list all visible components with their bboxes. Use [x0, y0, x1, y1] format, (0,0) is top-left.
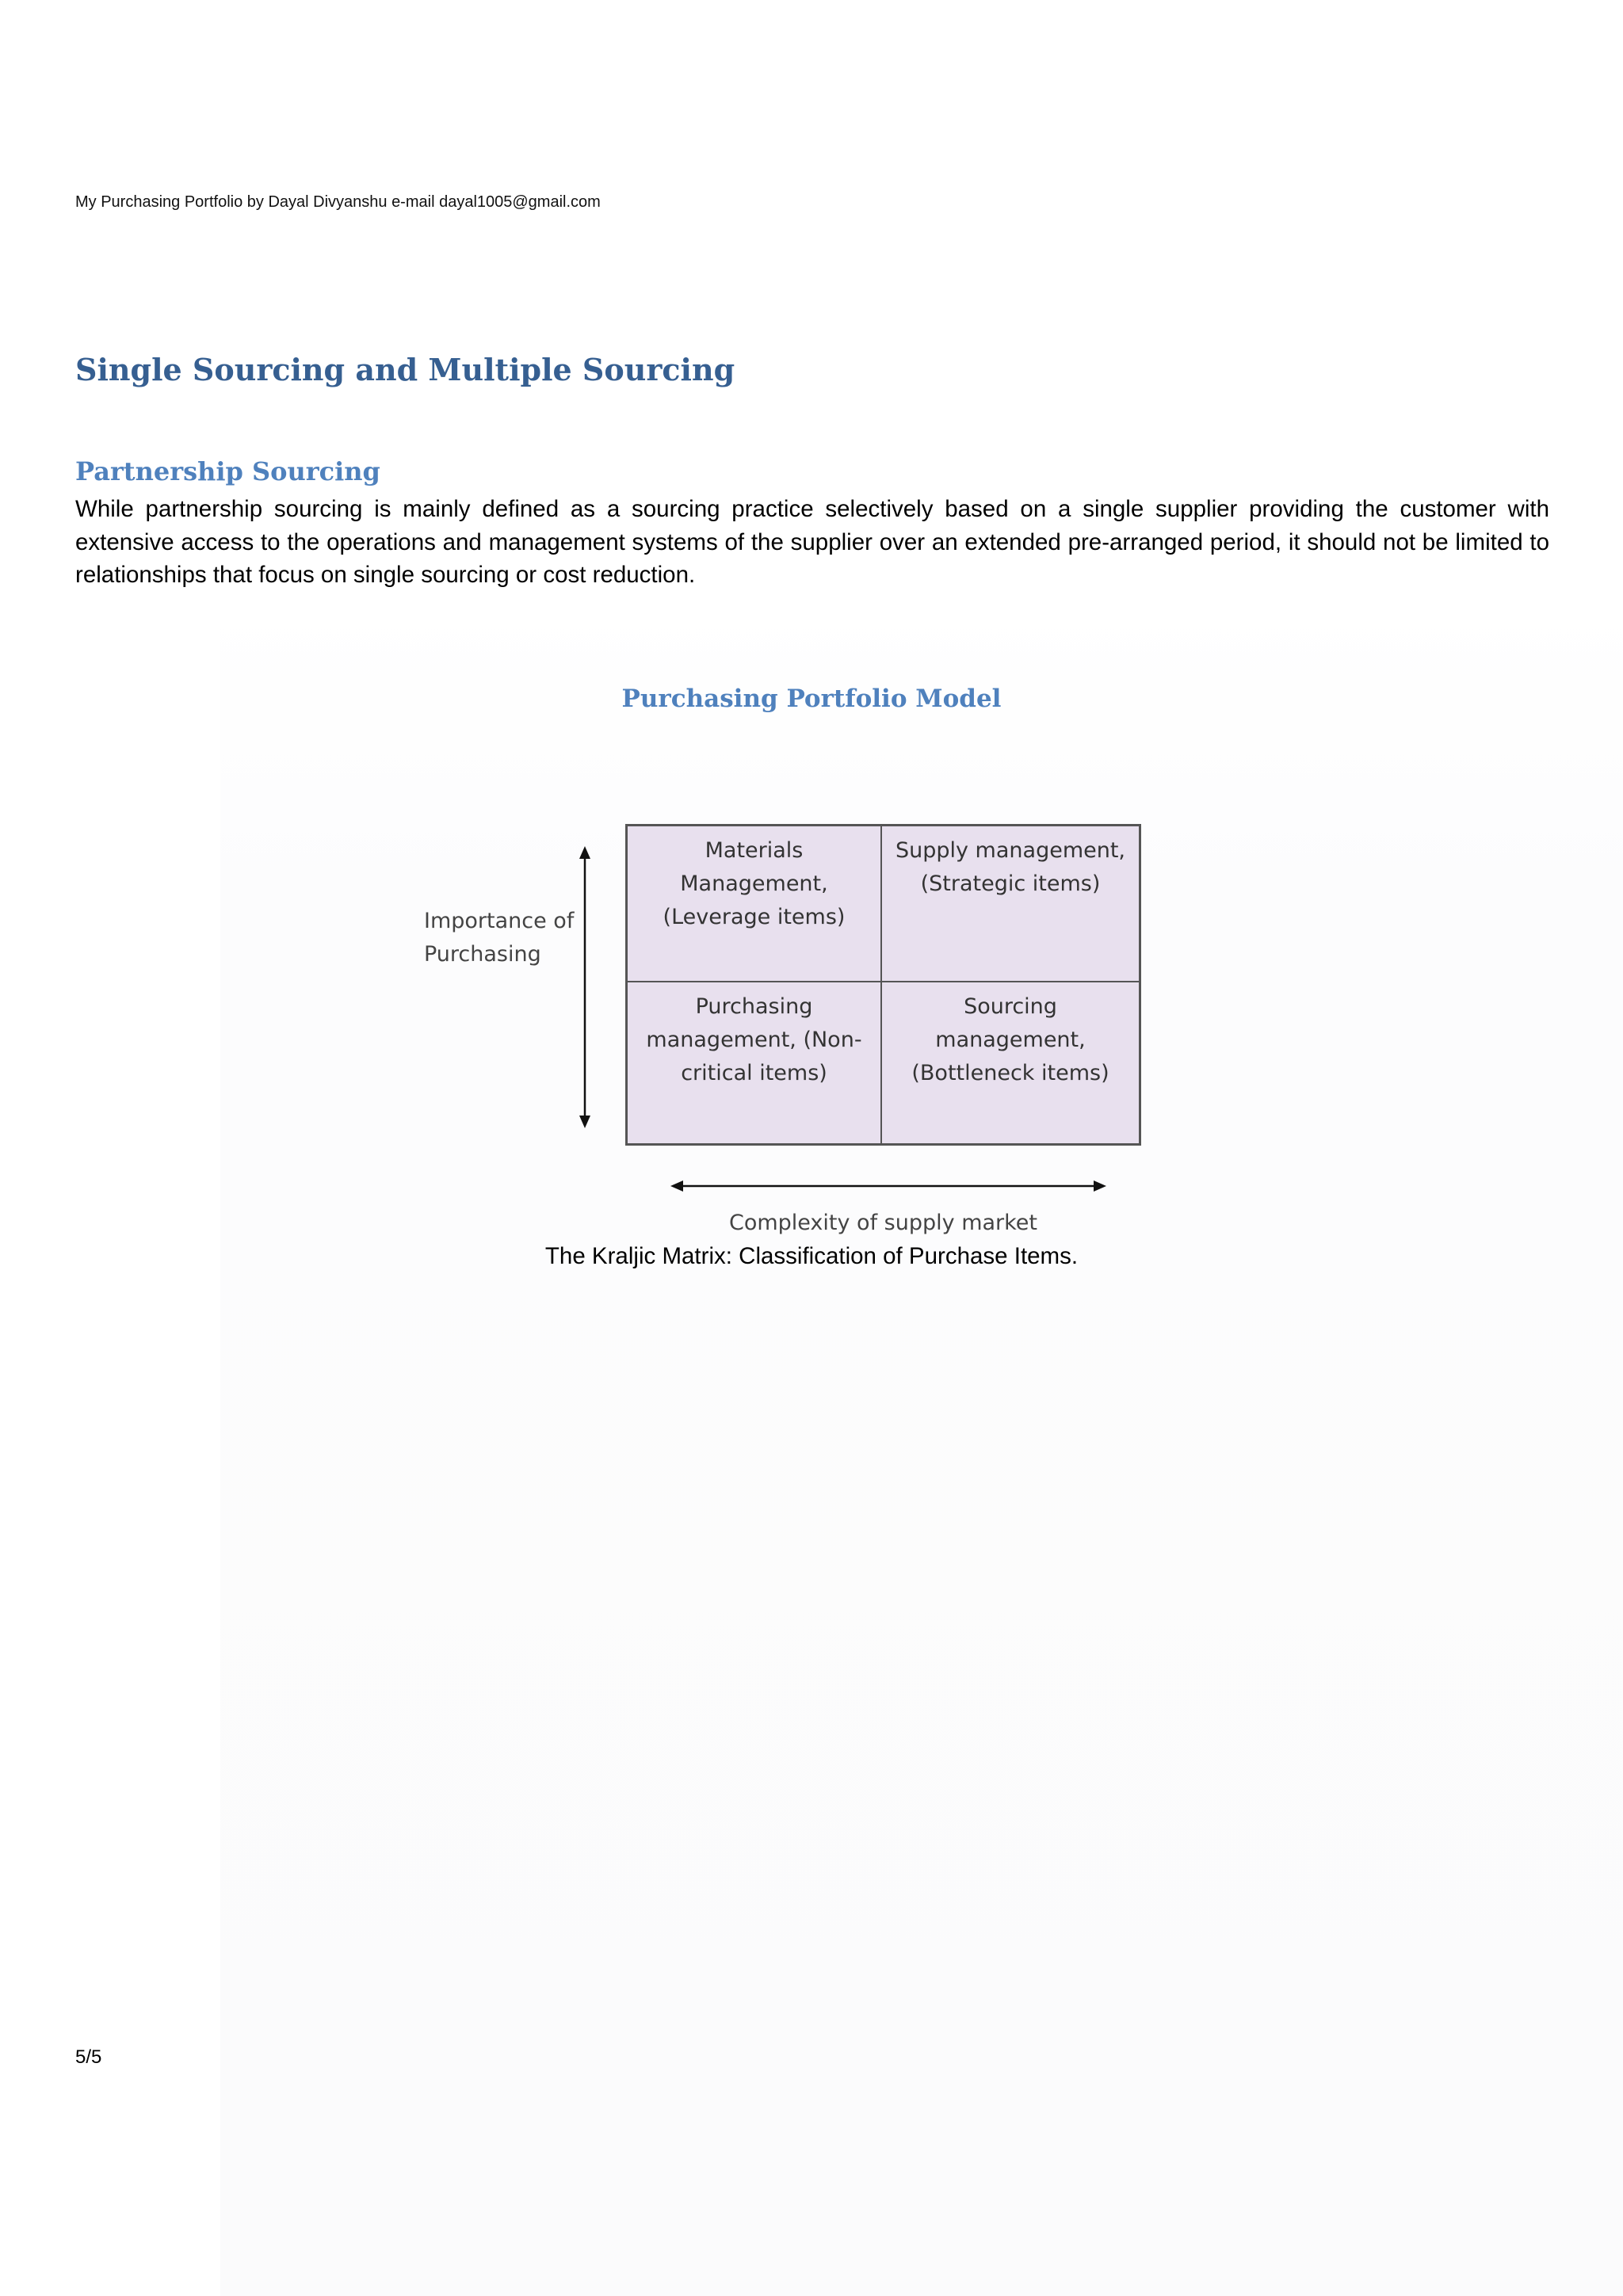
horizontal-double-arrow [670, 1174, 1106, 1198]
matrix-cell-strategic: Supply management, (Strategic items) [882, 826, 1139, 982]
figure-caption: The Kraljic Matrix: Classification of Purchase Items. [544, 1243, 1079, 1269]
heading-partnership-sourcing: Partnership Sourcing [75, 456, 380, 486]
partnership-sourcing-paragraph: While partnership sourcing is mainly defined as a sourcing practice selectively based on a single supplier providing the customer with extensive access to the operations and management systems of the supplier over an extended pre-arranged period, it should not be limited to relationships that focus on single sourcing or cost reduction. [75, 496, 1549, 588]
matrix-cell-leverage: Materials Management, (Leverage items) [628, 826, 882, 982]
vertical-double-arrow [571, 846, 602, 1128]
page-header: My Purchasing Portfolio by Dayal Divyanshu e-mail dayal1005@gmail.com [75, 193, 601, 211]
matrix-cell-bottleneck: Sourcing management, (Bottleneck items) [911, 994, 1109, 1085]
heading-single-multiple-sourcing: Single Sourcing and Multiple Sourcing [75, 352, 735, 387]
y-axis-label: Importance of Purchasing [424, 909, 575, 967]
kraljic-matrix [625, 824, 1141, 1146]
matrix-cell-non-critical: Purchasing management, (Non-critical items) [628, 982, 882, 1143]
page-number: 5/5 [75, 2046, 102, 2068]
figure-title: Purchasing Portfolio Model [621, 685, 1002, 713]
x-axis-label: Complexity of supply market [728, 1211, 1038, 1235]
